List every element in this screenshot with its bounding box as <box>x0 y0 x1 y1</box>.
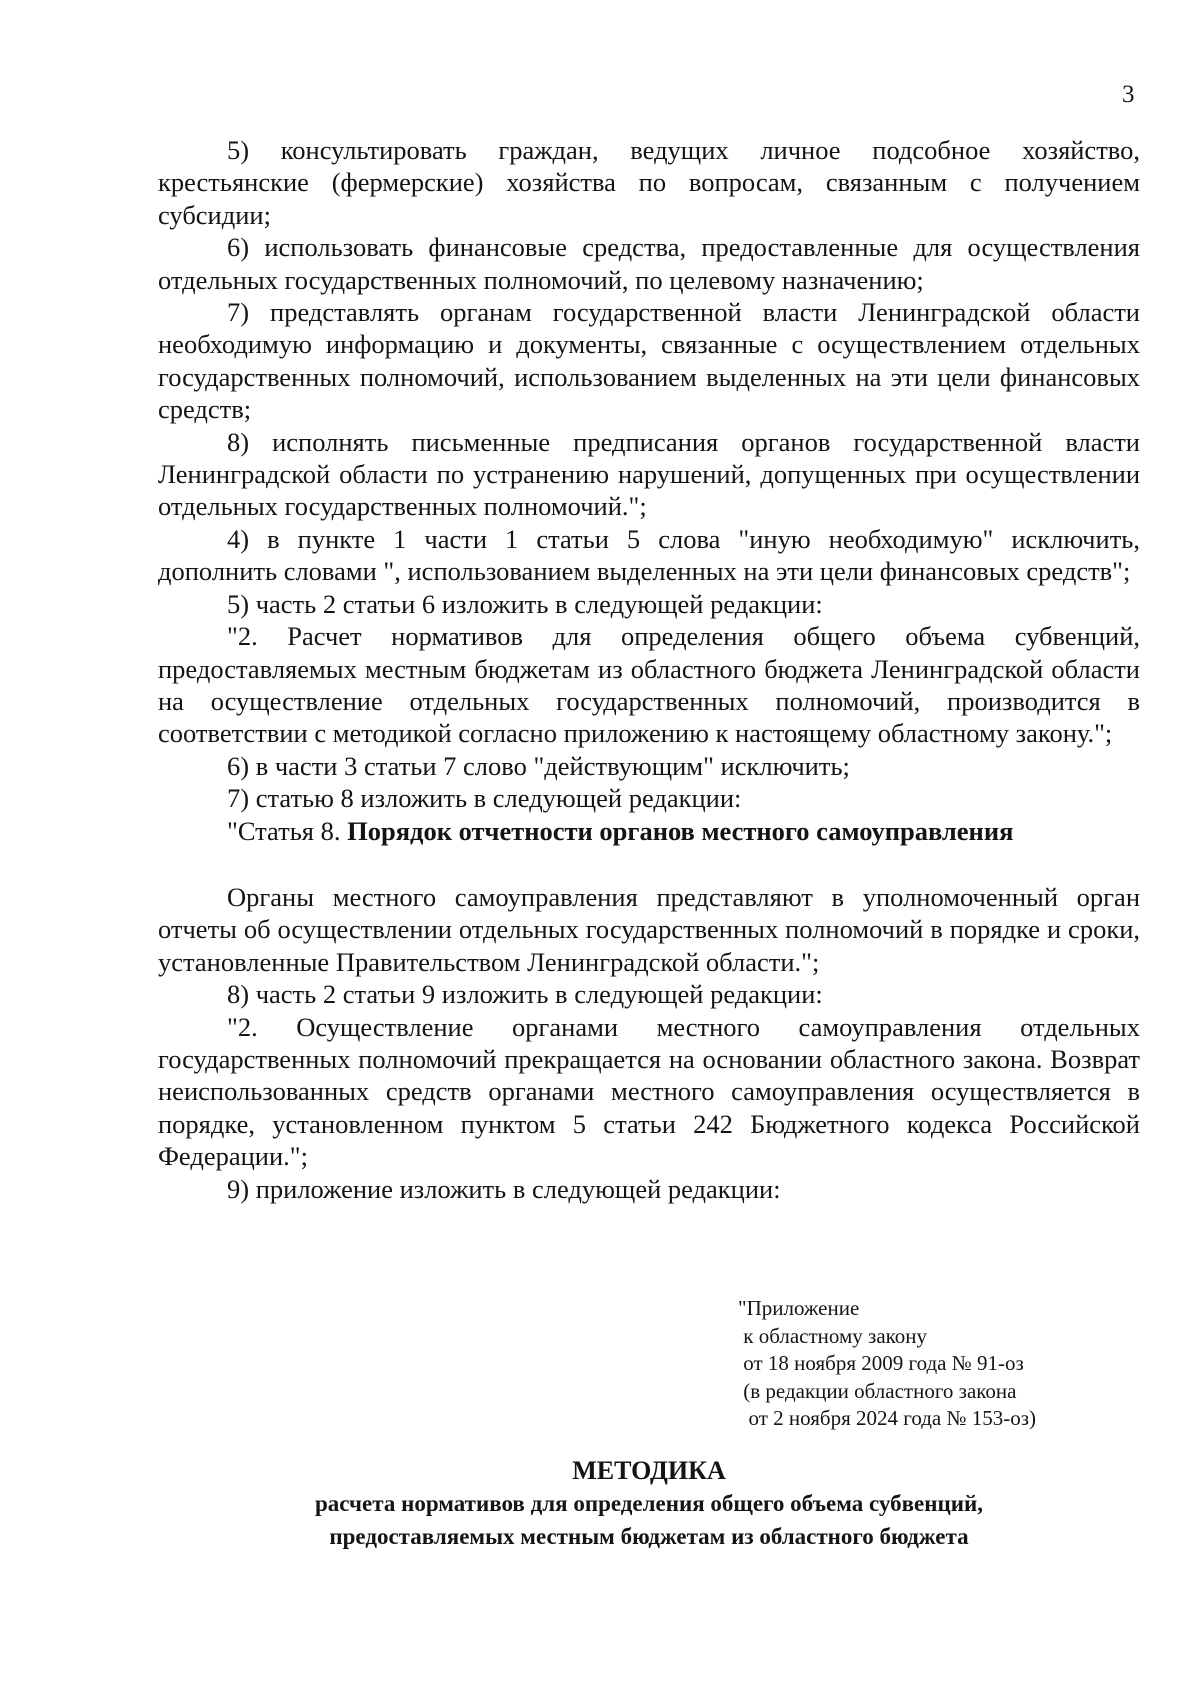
page-number: 3 <box>1122 81 1135 108</box>
paragraph-item-5: 5) консультировать граждан, ведущих личное подсобное хозяйство, крестьянские (фермерские) хозяйства по вопросам, связанным с получением субсидии; <box>158 135 1140 230</box>
appendix-line: "Приложение <box>738 1296 860 1320</box>
paragraph-amendment-8: 8) часть 2 статьи 9 изложить в следующей редакции: <box>227 979 823 1010</box>
paragraph-amendment-6: 6) в части 3 статьи 7 слово "действующим" исключить; <box>227 750 850 781</box>
spacer <box>158 847 1140 881</box>
paragraph-amendment-5: 5) часть 2 статьи 6 изложить в следующей редакции: <box>227 588 823 619</box>
paragraph-amendment-9: 9) приложение изложить в следующей редакции: <box>227 1173 781 1204</box>
article-8-heading <box>158 815 1140 847</box>
paragraph-article-9-text: "2. Осуществление органами местного самоуправления отдельных государственных полномочий прекращается на основании областного закона. Возврат неиспользованных средств органами местного самоуправления осуществляется в порядке, установленном пунктом 5 статьи 242 Бюджетного кодекса Российской Федерации."; <box>158 1011 1140 1172</box>
paragraph-article-6-text: "2. Расчет нормативов для определения общего объема субвенций, предоставляемых местным бюджетам из областного бюджета Ленинградской области на осуществление отдельных государственных полномочий, производится в соответствии с методикой согласно приложению к настоящему областному закону."; <box>158 621 1140 749</box>
methodology-subtitle-line-2: предоставляемых местным бюджетам из областного бюджета <box>329 1524 969 1549</box>
appendix-note <box>738 1295 1036 1433</box>
paragraph-article-8-text: Органы местного самоуправления представляют в уполномоченный орган отчеты об осуществлении отдельных государственных полномочий в порядке и сроки, установленные Правительством Ленинградской области."; <box>158 881 1140 977</box>
appendix-line: к областному закону <box>738 1323 928 1348</box>
paragraph-item-7: 7) представлять органам государственной власти Ленинградской области необходимую информацию и документы, связанные с осуществлением отдельных государственных полномочий, использованием выделенных на эти цели финансовых средств; <box>158 297 1140 425</box>
methodology-subtitle-line-1: расчета нормативов для определения общего объема субвенций, <box>315 1491 983 1516</box>
paragraph-amendment-4: 4) в пункте 1 части 1 статьи 5 слова "иную необходимую" исключить, дополнить словами ", использованием выделенных на эти цели финансовых средств"; <box>158 523 1140 587</box>
methodology-title: МЕТОДИКА <box>572 1456 726 1485</box>
paragraph-item-6: 6) использовать финансовые средства, предоставленные для осуществления отдельных государственных полномочий, по целевому назначению; <box>158 232 1140 295</box>
appendix-line: от 2 ноября 2024 года № 153-оз) <box>738 1406 1037 1430</box>
appendix-line: от 18 ноября 2009 года № 91-оз <box>738 1351 1024 1375</box>
paragraph-amendment-7: 7) статью 8 изложить в следующей редакции: <box>227 783 742 814</box>
methodology-heading <box>158 1454 1140 1553</box>
document-body <box>158 134 1140 1205</box>
appendix-line: (в редакции областного закона <box>738 1378 1017 1403</box>
article-8-title: Порядок отчетности органов местного самоуправления <box>347 815 1014 846</box>
article-8-prefix: "Статья 8. <box>227 815 348 846</box>
paragraph-item-8: 8) исполнять письменные предписания органов государственной власти Ленинградской области по устранению нарушений, допущенных при осуществлении отдельных государственных полномочий."; <box>158 426 1140 522</box>
